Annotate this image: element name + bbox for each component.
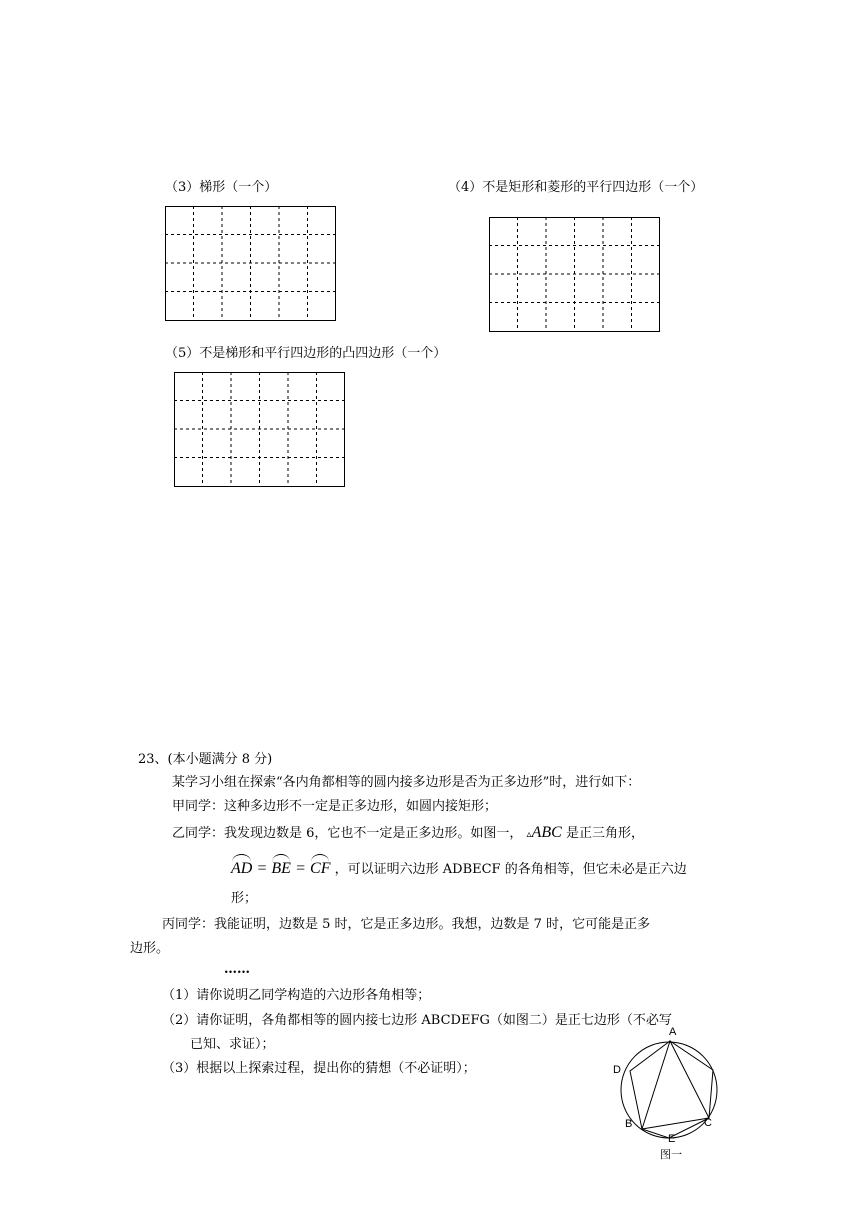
question-1: （1）请你说明乙同学构造的六边形各角相等； xyxy=(162,988,431,1003)
question-2-line2: 已知、求证）； xyxy=(190,1037,275,1052)
equals-2: = xyxy=(295,860,306,877)
student-bing-line1: 丙同学：我能证明，边数是 5 时，它是正多边形。我想，边数是 7 时，它可能是正多 xyxy=(162,917,651,932)
grid-5[interactable] xyxy=(174,372,345,487)
grid-5-label: （5）不是梯形和平行四边形的凸四边形（一个） xyxy=(165,346,447,361)
student-jia: 甲同学：这种多边形不一定是正多边形，如圆内接矩形； xyxy=(172,799,498,814)
ellipsis: …… xyxy=(224,962,250,977)
yi-text-2: ，可以证明六边形 ADBECF 的各角相等，但它未必是正六边 xyxy=(334,862,687,877)
label-a: A xyxy=(669,1026,677,1038)
grid-3[interactable] xyxy=(165,206,336,321)
grid-3-label: （3）梯形（一个） xyxy=(165,180,278,195)
question-2-line1: （2）请你证明，各角都相等的圆内接七边形 ABCDEFG（如图二）是正七边形（不必写 xyxy=(162,1013,672,1028)
label-c: C xyxy=(704,1117,712,1129)
grid-4[interactable] xyxy=(489,217,660,332)
student-bing-line2: 边形。 xyxy=(130,941,170,956)
arc-be: BE xyxy=(271,857,291,878)
figure-one xyxy=(606,1024,731,1169)
triangle-symbol: ▵ xyxy=(526,829,532,840)
figure-caption: 图一 xyxy=(660,1149,682,1161)
student-yi-line1 xyxy=(172,823,644,842)
figure-one-drawing xyxy=(606,1024,731,1169)
yi-text: 乙同学：我发现边数是 6，它也不一定是正多边形。如图一， xyxy=(172,826,523,841)
arc-cf: CF xyxy=(310,857,330,878)
triangle-abc: ABC xyxy=(531,824,562,841)
problem-heading: 23、(本小题满分 8 分) xyxy=(138,752,273,767)
grid-4-label: （4）不是矩形和菱形的平行四边形（一个） xyxy=(448,180,704,195)
yi-text-end: 是正三角形， xyxy=(565,826,644,841)
label-e: E xyxy=(668,1133,676,1145)
equals-1: = xyxy=(256,860,268,877)
student-yi-line3: 形； xyxy=(231,891,258,906)
arc-ad: AD xyxy=(231,857,252,878)
label-d: D xyxy=(613,1064,621,1076)
problem-intro: 某学习小组在探索“各内角都相等的圆内接多边形是否为正多边形”时，进行如下： xyxy=(172,775,641,790)
question-3: （3）根据以上探索过程，提出你的猜想（不必证明）； xyxy=(162,1061,476,1076)
label-b: B xyxy=(625,1118,633,1130)
student-yi-line2 xyxy=(231,857,687,878)
